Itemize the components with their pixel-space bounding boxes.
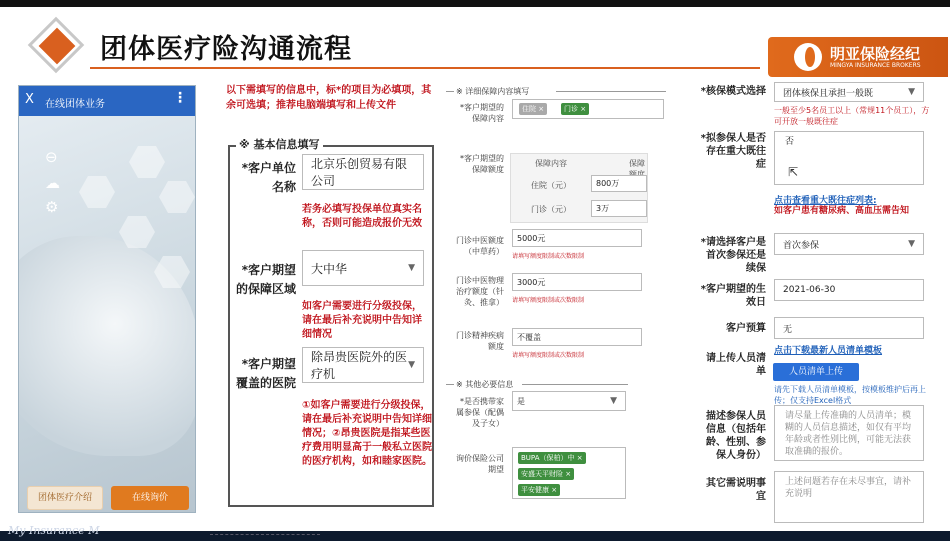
first-select[interactable]: 首次参保 ▼	[774, 233, 924, 255]
physio-input[interactable]: 3000元	[512, 273, 642, 291]
table-header-content: 保障内容	[535, 159, 567, 168]
tag-insurer-bupa[interactable]: BUPA（保柏）中 ×	[518, 452, 586, 464]
brand-name-en: MINGYA INSURANCE BROKERS	[830, 62, 921, 69]
upload-hint: 请先下载人员清单模板，按模板维护后再上传；仅支持Excel格式	[774, 385, 926, 405]
hospital-label: *客户期望覆盖的医院	[236, 357, 297, 390]
desc-textarea[interactable]: 请尽量上传准确的人员清单；模糊的人员信息描述，如仅有平均年龄或者性别比例，可能无法获取准确的报价。	[774, 405, 924, 461]
region-hint: 如客户需要进行分级投保，请在最后补充说明中告知详细情况	[302, 301, 422, 340]
row-outpatient-label: 门诊（元）	[531, 205, 571, 214]
extra-textarea[interactable]: 上述问题若存在未尽事宜，请补充说明	[774, 471, 924, 523]
intro-button[interactable]: 团体医疗介绍	[27, 486, 103, 510]
desc-label: 描述参保人员信息（包括年龄、性别、参保人身份）	[706, 411, 766, 461]
brand-name: 明亚保险经纪	[830, 45, 921, 63]
tag-insurer-axa[interactable]: 安盛天平财险 ×	[518, 468, 574, 480]
company-label: *客户单位名称	[241, 161, 296, 194]
limit-table	[510, 153, 648, 223]
illness-hint: 如客户患有糖尿病、高血压需告知	[774, 206, 910, 216]
mental-hint: 请填写额度限制或次数限制	[512, 352, 585, 359]
form-note: 以下需填写的信息中，标*的项目为必填项，其余可选填；推荐电脑端填写和上传文件	[226, 85, 432, 111]
section-divider	[556, 91, 666, 92]
content-label: *客户期望的保障内容	[460, 103, 504, 123]
hex-decoration	[79, 176, 115, 208]
phone-mockup	[18, 85, 196, 513]
section-divider	[446, 384, 454, 385]
mode-select[interactable]: 团体核保且承担一般既 ▼	[774, 82, 924, 102]
slide	[0, 7, 950, 531]
hospital-select[interactable]: 除昂贵医院外的医疗机 ▼	[302, 347, 424, 383]
brand-logo-icon	[794, 43, 822, 71]
upload-label: 请上传人员清单	[706, 353, 766, 377]
family-select[interactable]: 是 ▼	[512, 391, 626, 411]
mode-label: *核保模式选择	[700, 86, 766, 97]
illness-textarea[interactable]: 否	[774, 131, 924, 185]
title-underline	[90, 67, 760, 69]
template-download-link[interactable]: 点击下载最新人员清单模板	[774, 346, 883, 356]
more-icon[interactable]: ⋮	[173, 90, 187, 106]
mental-label: 门诊精神疾病额度	[456, 331, 504, 351]
phone-title: 在线团体业务	[45, 99, 105, 110]
cloud-icon: ☁	[45, 174, 60, 192]
extra-label: 其它需说明事宜	[706, 478, 766, 502]
basic-info-title: ※ 基本信息填写	[236, 136, 323, 152]
tag-inpatient[interactable]: 住院 ×	[519, 103, 547, 115]
mode-hint: 一般至少5名员工以上（常规11个员工），方可开放一般既往症	[774, 106, 930, 126]
company-input[interactable]: 北京乐创贸易有限公司	[302, 154, 424, 190]
first-label: *请选择客户是首次参保还是续保	[700, 237, 766, 274]
row-inpatient-label: 住院（元）	[531, 181, 571, 190]
hex-decoration	[129, 146, 165, 178]
hospital-hint: ①如客户需要进行分级投保，请在最后补充说明中告知详细情况；②昂贵医院是指某些医疗费用明显高于一般私立医院的医疗机构，如和睦家医院。	[302, 400, 432, 467]
illness-label: *拟参保人是否存在重大既往症	[700, 133, 766, 170]
tcm-label: 门诊中医额度（中草药）	[456, 236, 504, 256]
outpatient-limit-select[interactable]: 3万	[591, 200, 647, 217]
quote-button[interactable]: 在线询价	[111, 486, 189, 510]
tag-outpatient[interactable]: 门诊 ×	[561, 103, 589, 115]
illness-list-link[interactable]: 点击查看重大既往症列表:	[774, 196, 877, 206]
region-label: *客户期望的保障区域	[236, 263, 297, 296]
family-label: *是否携带家属参保（配偶及子女）	[456, 397, 504, 428]
limit-label: *客户期望的保障额度	[460, 154, 504, 174]
other-section-title: ※ 其他必要信息	[456, 380, 514, 389]
table-header-limit: 保障	[629, 159, 645, 168]
budget-label: 客户预算	[726, 323, 766, 334]
region-select[interactable]: 大中华 ▼	[302, 250, 424, 286]
date-input[interactable]: 2021-06-30	[774, 279, 924, 301]
content-tag-select[interactable]	[512, 99, 664, 119]
tcm-hint: 请填写额度限制或次数限制	[512, 253, 585, 260]
phone-title-bar	[19, 86, 195, 116]
close-icon[interactable]: X	[25, 92, 34, 107]
page-title: 团体医疗险沟通流程	[100, 34, 352, 65]
mouse-cursor-icon: ⇱	[788, 165, 799, 179]
tag-insurer-pingan[interactable]: 平安健康 ×	[518, 484, 560, 496]
section-divider	[446, 91, 454, 92]
bottom-strip	[0, 524, 950, 541]
physio-label: 门诊中医物理治疗额度（针灸、推拿）	[456, 276, 504, 307]
hex-decoration	[159, 181, 195, 213]
tcm-input[interactable]: 5000元	[512, 229, 642, 247]
company-hint: 若务必填写投保单位真实名称，否则可能造成报价无效	[302, 204, 422, 229]
insurer-tag-select[interactable]	[512, 447, 626, 499]
mental-input[interactable]: 不覆盖	[512, 328, 642, 346]
brand-logo	[768, 37, 948, 77]
insurer-label: 询价保险公司期望	[456, 454, 504, 474]
budget-input[interactable]: 无	[774, 317, 924, 339]
gear-icon: ⚙	[45, 198, 59, 216]
date-label: *客户期望的生效日	[700, 284, 766, 308]
footer-signature: My Insurance M	[8, 524, 100, 537]
footer-divider	[210, 534, 320, 537]
section-divider	[522, 384, 628, 385]
detail-section-title: ※ 详细保障内容填写	[456, 87, 530, 96]
window-top-strip	[0, 0, 950, 7]
physio-hint: 请填写额度限制或次数限制	[512, 297, 585, 304]
upload-button[interactable]: 人员清单上传	[773, 363, 859, 381]
minus-icon: ⊖	[45, 148, 58, 166]
inpatient-limit-select[interactable]: 800万	[591, 175, 647, 192]
